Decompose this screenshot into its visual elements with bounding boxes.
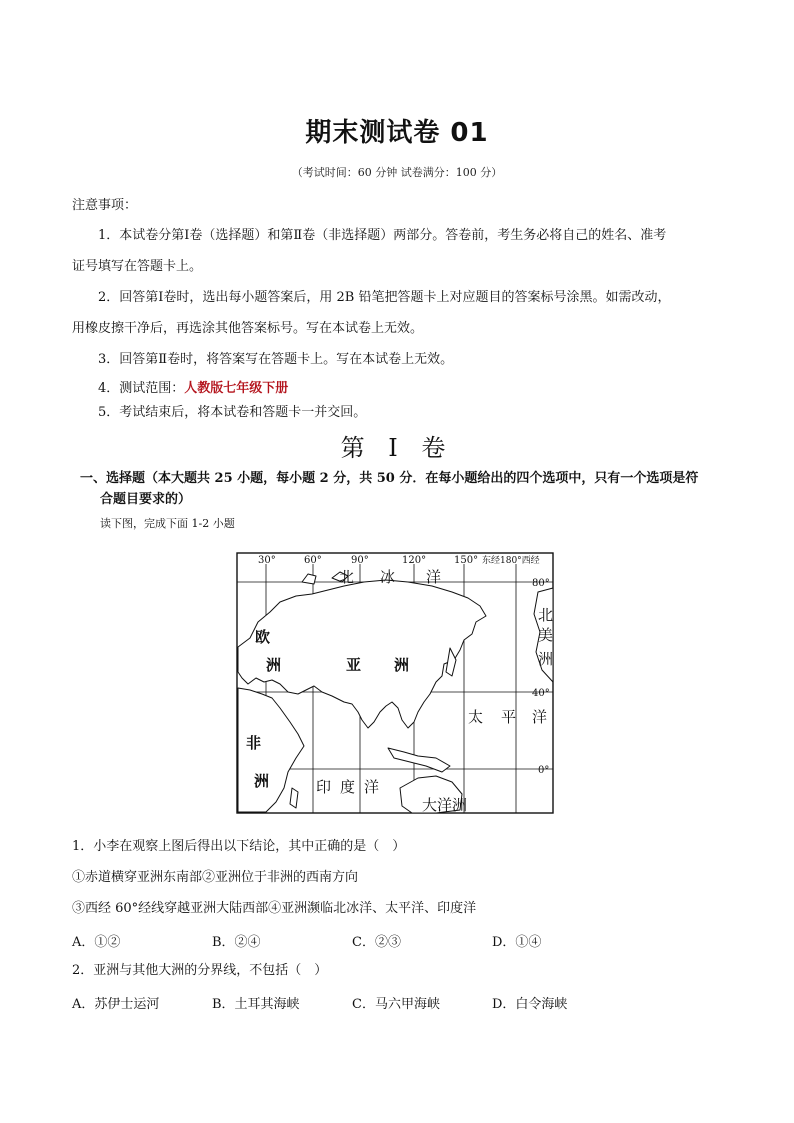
indian-ocean-label: 洋 — [364, 778, 380, 796]
asia-map — [236, 552, 554, 814]
europe-label: 洲 — [266, 656, 282, 674]
volume-heading: 第 I 卷 — [340, 434, 454, 462]
asia-label: 洲 — [394, 656, 410, 674]
pacific-label: 平 — [501, 708, 517, 726]
q1-option-b[interactable]: B．②④ — [212, 935, 261, 950]
question-1-statement-1: ①赤道横穿亚洲东南部②亚洲位于非洲的西南方向 — [72, 870, 359, 885]
arctic-label: 冰 — [380, 568, 396, 586]
notice-item-5: 5．考试结束后，将本试卷和答题卡一并交回。 — [98, 405, 367, 420]
q1-option-c[interactable]: C．②③ — [352, 935, 401, 950]
q2-option-c[interactable]: C．马六甲海峡 — [352, 997, 440, 1012]
africa-label: 非 — [246, 734, 262, 752]
europe-label: 欧 — [255, 628, 271, 646]
oceania-label: 大洋洲 — [422, 796, 468, 814]
indian-ocean-label: 度 — [340, 778, 356, 796]
question-1-stem: 1．小李在观察上图后得出以下结论，其中正确的是（ ） — [72, 839, 406, 854]
test-scope: 人教版七年级下册 — [184, 381, 289, 396]
asia-label: 亚 — [346, 656, 362, 674]
section-heading-line-2: 合题目要求的） — [100, 492, 192, 507]
north-america-label: 美 — [538, 626, 554, 644]
q1-option-d[interactable]: D．①④ — [492, 935, 542, 950]
notice-item-2-line-1: 2．回答第Ⅰ卷时，选出每小题答案后，用 2B 铅笔把答题卡上对应题目的答案标号涂黑。如需改动， — [98, 290, 671, 305]
notice-item-1-line-1: 1．本试卷分第Ⅰ卷（选择题）和第Ⅱ卷（非选择题）两部分。答卷前，考生务必将自己的姓名、准考 — [98, 228, 667, 243]
madagascar-outline — [290, 788, 298, 808]
lon-label: 30° — [258, 555, 276, 566]
q2-option-a[interactable]: A．苏伊士运河 — [72, 997, 160, 1012]
arctic-label: 北 — [339, 568, 355, 586]
exam-title: 期末测试卷 01 — [305, 118, 489, 148]
pacific-label: 太 — [468, 708, 484, 726]
pacific-label: 洋 — [532, 708, 548, 726]
africa-label: 洲 — [254, 772, 270, 790]
section-heading — [80, 468, 734, 510]
lon-label: 东经180°西经 — [482, 556, 540, 566]
question-1-statement-2: ③西经 60°经线穿越亚洲大陆西部④亚洲濒临北冰洋、太平洋、印度洋 — [72, 901, 477, 916]
q1-option-a[interactable]: A．①② — [72, 935, 121, 950]
north-america-label: 洲 — [538, 650, 554, 668]
lat-label: 40° — [532, 688, 550, 699]
lat-label: 0° — [538, 765, 550, 776]
indian-ocean-label: 印 — [316, 778, 332, 796]
q2-option-b[interactable]: B．土耳其海峡 — [212, 997, 300, 1012]
notice-item-3: 3．回答第Ⅱ卷时，将答案写在答题卡上。写在本试卷上无效。 — [98, 352, 454, 367]
lon-label: 120° — [402, 555, 427, 566]
notice-item-4-prefix: 4．测试范围： — [98, 381, 185, 396]
notice-heading: 注意事项： — [72, 198, 138, 213]
question-2-stem: 2．亚洲与其他大洲的分界线，不包括（ ） — [72, 963, 328, 978]
q2-option-d[interactable]: D．白令海峡 — [492, 997, 568, 1012]
lon-label: 90° — [351, 555, 369, 566]
section-heading-line-1: 一、选择题（本大题共 25 小题，每小题 2 分，共 50 分．在每小题给出的四个选项中，只有一个选项是符 — [80, 471, 699, 486]
exam-subtitle: （考试时间：60 分钟 试卷满分：100 分） — [291, 166, 503, 179]
lat-label: 80° — [532, 578, 550, 589]
lon-label: 60° — [304, 555, 322, 566]
lon-label: 150° — [454, 555, 479, 566]
arctic-label: 洋 — [426, 568, 442, 586]
map-instruction: 读下图，完成下面 1-2 小题 — [100, 517, 235, 530]
notice-item-4 — [98, 380, 288, 398]
notice-item-2-line-2: 用橡皮擦干净后，再选涂其他答案标号。写在本试卷上无效。 — [72, 321, 424, 336]
notice-item-1-line-2: 证号填写在答题卡上。 — [72, 259, 203, 274]
north-america-label: 北 — [538, 606, 554, 624]
